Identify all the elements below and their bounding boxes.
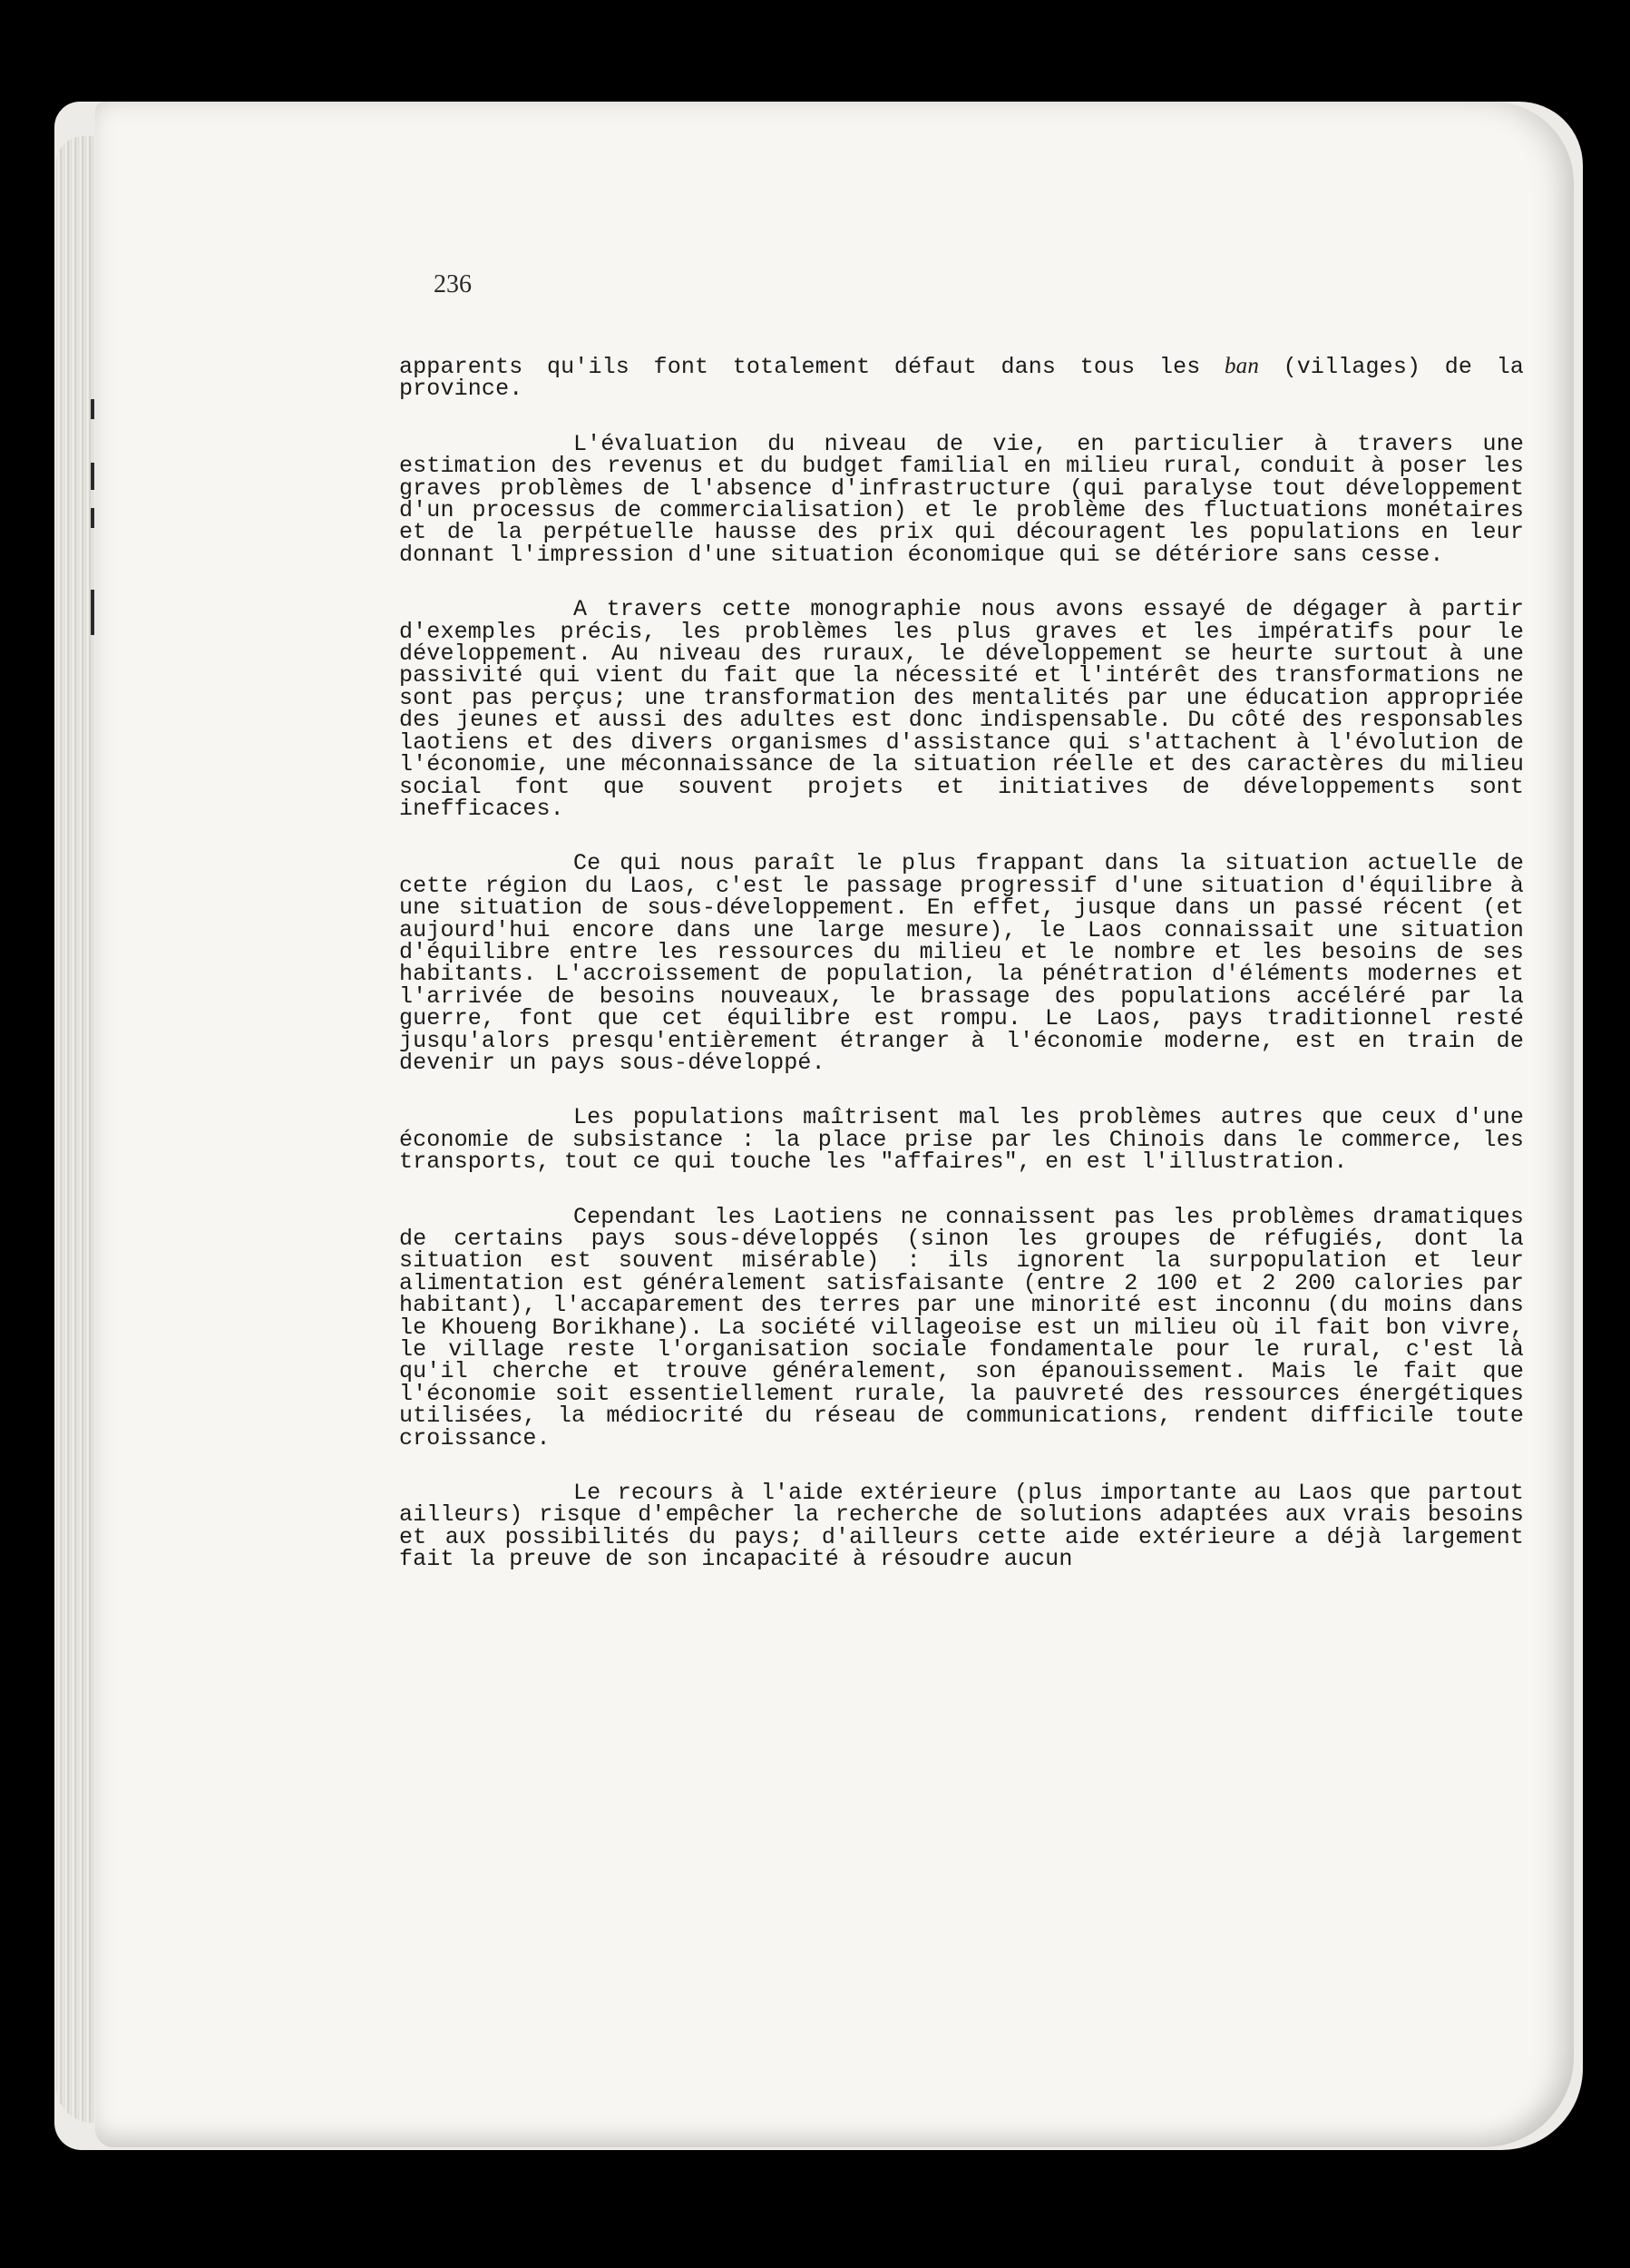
paragraph: Le recours à l'aide extérieure (plus importante au Laos que partout ailleurs) risque d'empêcher la recherche de solutions adaptées aux vrais besoins et aux possibilités du pays; d'ailleurs cette aide extérieure a déjà largement fait la preuve de son incapacité à résoudre aucun [399,1480,1524,1573]
body-text [399,356,1524,1604]
paragraph: Ce qui nous paraît le plus frappant dans la situation actuelle de cette région du Laos, c'est le passage progressif d'une situation d'équilibre à une situation de sous-développement. En effet, jusque dans un passé récent (et aujourd'hui encore dans une large mesure), le Laos connaissait une situation d'équilibre entre les ressources du milieu et le nombre et les besoins de ses habitants. L'accroissement de population, la pénétration d'éléments modernes et l'arrivée de besoins nouveaux, le brassage des populations accéléré par la guerre, font que cet équilibre est rompu. Le Laos, pays traditionnel resté jusqu'alors presqu'entièrement étranger à l'économie moderne, est en train de devenir un pays sous-développé. [399,850,1524,1076]
paragraph: Cependant les Laotiens ne connaissent pas les problèmes dramatiques de certains pays sous-développés (sinon les groupes de réfugiés, dont la situation est souvent misérable) : ils ignorent la surpopulation et leur alimentation est généralement satisfaisante (entre 2 100 et 2 200 calories par habitant), l'accaparement des terres par une minorité est inconnu (du moins dans le Khoueng Borikhane). La société villageoise est un milieu où il fait bon vivre, le village reste l'organisation sociale fondamentale pour le rural, c'est là qu'il cherche et trouve généralement, son épanouissement. Mais le fait que l'économie soit essentiellement rurale, la pauvreté des ressources énergétiques utilisées, la médiocrité du réseau de communications, rendent difficile toute croissance. [399,1203,1524,1452]
paragraph: A travers cette monographie nous avons essayé de dégager à partir d'exemples précis, les problèmes les plus graves et les impératifs pour le développement. Au niveau des ruraux, le développement se heurte surtout à une passivité qui vient du fait que la nécessité et l'intérêt des transformations ne sont pas perçus; une transformation des mentalités par une éducation appropriée des jeunes et aussi des adultes est donc indispensable. Du côté des responsables laotiens et des divers organismes d'assistance qui s'attachent à l'évolution de l'économie, une méconnaissance de la situation réelle et des caractères du milieu social font que souvent projets et initiatives de développements sont inefficaces. [399,596,1524,822]
paragraph: apparents qu'ils font totalement défaut dans tous les ban (villages) de la province. [399,354,1524,403]
page-number: 236 [434,270,472,298]
binding-mark [91,399,94,419]
binding-mark [91,463,94,490]
paragraph: L'évaluation du niveau de vie, en particulier à travers une estimation des revenus et du budget familial en milieu rural, conduit à poser les graves problèmes de l'absence d'infrastructure (qui paralyse tout développement d'un processus de commercialisation) et le problème des fluctuations monétaires et de la perpétuelle hausse des prix qui découragent les populations en leur donnant l'impression d'une situation économique qui se détériore sans cesse. [399,430,1524,568]
binding-mark [91,590,94,635]
paragraph: Les populations maîtrisent mal les problèmes autres que ceux d'une économie de subsistance : la place prise par les Chinois dans le commerce, les transports, tout ce qui touche les "affaires", en est l'illustration. [399,1104,1524,1176]
binding-mark [91,508,94,528]
